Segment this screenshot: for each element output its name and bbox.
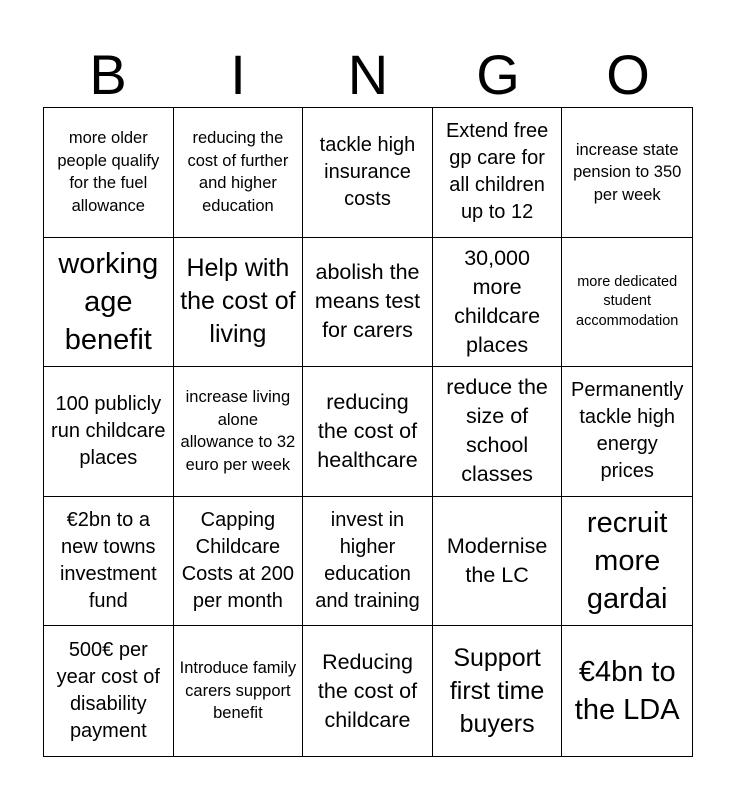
bingo-cell[interactable]: [44, 238, 174, 368]
cell-text: Modernise the LC: [446, 534, 548, 588]
cell-text: €2bn to a new towns investment fund: [59, 509, 157, 613]
cell-text: abolish the means test for carers: [314, 260, 421, 343]
cell-text: €4bn to the LDA: [574, 656, 680, 727]
bingo-cell[interactable]: [433, 497, 563, 627]
cell-text: Permanently tackle high energy prices: [571, 379, 684, 483]
cell-text: Capping Childcare Costs at 200 per month: [181, 509, 295, 613]
bingo-cell[interactable]: [44, 626, 174, 756]
bingo-header: [43, 42, 693, 108]
bingo-grid: [43, 107, 693, 757]
cell-text: reduce the size of school classes: [446, 375, 548, 487]
bingo-cell[interactable]: [562, 367, 692, 497]
cell-text: Reducing the cost of childcare: [317, 649, 418, 732]
cell-text: reducing the cost of further and higher education: [187, 129, 289, 215]
cell-text: 500€ per year cost of disability payment: [56, 639, 160, 743]
cell-text: increase state pension to 350 per week: [573, 140, 682, 204]
header-letter-i: I: [230, 43, 246, 106]
cell-text: Extend free gp care for all children up to 12: [445, 120, 549, 224]
header-letter-g: G: [476, 43, 520, 106]
bingo-cell[interactable]: [303, 367, 433, 497]
bingo-cell[interactable]: [562, 238, 692, 368]
bingo-cell[interactable]: [44, 108, 174, 238]
bingo-cell[interactable]: [433, 626, 563, 756]
bingo-cell[interactable]: [433, 238, 563, 368]
cell-text: invest in higher education and training: [315, 509, 420, 613]
header-letter-b: B: [89, 43, 127, 106]
cell-text: tackle high insurance costs: [319, 133, 416, 210]
cell-text: working age benefit: [58, 247, 159, 356]
cell-text: 30,000 more childcare places: [454, 245, 541, 357]
bingo-cell[interactable]: [174, 367, 304, 497]
cell-text: more older people qualify for the fuel allowance: [57, 129, 160, 215]
bingo-cell[interactable]: [562, 626, 692, 756]
bingo-cell[interactable]: [174, 626, 304, 756]
bingo-cell[interactable]: [303, 238, 433, 368]
cell-text: reducing the cost of healthcare: [317, 389, 418, 472]
cell-text: increase living alone allowance to 32 euro per week: [180, 388, 296, 474]
header-letter-n: N: [347, 43, 389, 106]
bingo-cell[interactable]: [562, 497, 692, 627]
bingo-cell[interactable]: [562, 108, 692, 238]
bingo-cell[interactable]: [303, 108, 433, 238]
bingo-cell[interactable]: [433, 108, 563, 238]
bingo-cell[interactable]: [174, 108, 304, 238]
cell-text: 100 publicly run childcare places: [51, 392, 166, 469]
cell-text: recruit more gardai: [586, 507, 668, 616]
bingo-cell[interactable]: [44, 497, 174, 627]
cell-text: Help with the cost of living: [180, 254, 296, 349]
bingo-cell[interactable]: [303, 626, 433, 756]
cell-text: Introduce family carers support benefit: [179, 659, 297, 723]
header-letter-o: O: [606, 43, 650, 106]
bingo-cell[interactable]: [174, 238, 304, 368]
cell-text: more dedicated student accommodation: [576, 273, 679, 329]
bingo-cell[interactable]: [433, 367, 563, 497]
bingo-cell[interactable]: [174, 497, 304, 627]
bingo-cell[interactable]: [44, 367, 174, 497]
bingo-cell[interactable]: [303, 497, 433, 627]
cell-text: Support first time buyers: [449, 643, 545, 738]
